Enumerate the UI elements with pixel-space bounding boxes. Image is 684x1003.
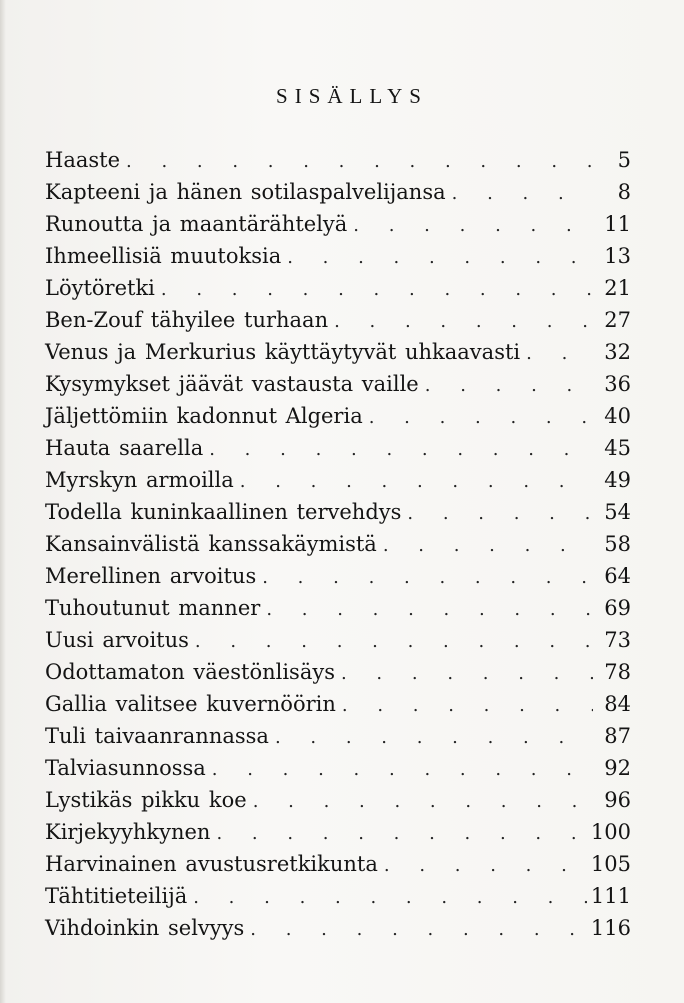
toc-entry <box>45 688 631 720</box>
toc-entry <box>45 912 631 944</box>
toc-leader-dots <box>266 594 593 626</box>
toc-leader-dots <box>275 722 593 754</box>
toc-entry <box>45 880 631 912</box>
toc-entry-page: 78 <box>604 660 631 684</box>
toc-entry-title: Myrskyn armoilla <box>45 468 234 492</box>
toc-entry-title: Tuhoutunut manner <box>45 596 261 620</box>
toc-entry-title: Kapteeni ja hänen sotilaspalvelijansa <box>45 180 446 204</box>
toc-leader-dots <box>262 562 593 594</box>
toc-entry-page: 111 <box>590 884 631 908</box>
toc-leader-dots <box>250 914 587 946</box>
toc-leader-dots <box>216 818 586 850</box>
toc-entry-title: Kysymykset jäävät vastausta vaille <box>45 372 419 396</box>
toc-entry-title: Haaste <box>45 148 120 172</box>
toc-entry <box>45 560 631 592</box>
toc-entry-title: Merellinen arvoitus <box>45 564 257 588</box>
contents-heading: SISÄLLYS <box>276 84 428 108</box>
toc-entry <box>45 624 631 656</box>
toc-entry <box>45 720 631 752</box>
toc-entry-title: Löytöretki <box>45 276 155 300</box>
toc-entry-page: 8 <box>617 180 631 204</box>
toc-entry-page: 32 <box>604 340 631 364</box>
toc-leader-dots <box>126 146 593 178</box>
toc-leader-dots <box>195 626 593 658</box>
toc-entry-title: Todella kuninkaallinen tervehdys <box>45 500 402 524</box>
toc-leader-dots <box>341 658 593 690</box>
toc-entry <box>45 496 631 528</box>
toc-entry-page: 87 <box>604 724 631 748</box>
page-edge-shadow <box>0 0 6 1003</box>
toc-entry <box>45 432 631 464</box>
toc-leader-dots <box>209 434 593 466</box>
toc-leader-dots <box>407 498 593 530</box>
toc-entry <box>45 208 631 240</box>
toc-leader-dots <box>334 306 593 338</box>
toc-entry-page: 105 <box>590 852 631 876</box>
toc-entry <box>45 176 631 208</box>
toc-entry-page: 45 <box>604 436 631 460</box>
toc-entry-title: Lystikäs pikku koe <box>45 788 247 812</box>
toc-entry <box>45 752 631 784</box>
toc-leader-dots <box>425 370 593 402</box>
toc-entry-page: 64 <box>604 564 631 588</box>
toc-entry <box>45 848 631 880</box>
toc-entry-page: 11 <box>604 212 631 236</box>
toc-leader-dots <box>384 850 587 882</box>
toc-leader-dots <box>161 274 593 306</box>
toc-entry-page: 100 <box>590 820 631 844</box>
toc-entry <box>45 336 631 368</box>
toc-entry-page: 36 <box>604 372 631 396</box>
toc-entry-page: 49 <box>604 468 631 492</box>
toc-entry-title: Hauta saarella <box>45 436 204 460</box>
toc-entry-title: Venus ja Merkurius käyttäytyvät uhkaavasti <box>45 340 521 364</box>
toc-entry-title: Runoutta ja maantärähtelyä <box>45 212 348 236</box>
toc-entry-title: Vihdoinkin selvyys <box>45 916 245 940</box>
toc-entry <box>45 656 631 688</box>
toc-entry-page: 13 <box>604 244 631 268</box>
toc-entry-title: Odottamaton väestönlisäys <box>45 660 335 684</box>
toc-entry-page: 92 <box>604 756 631 780</box>
toc-entry-page: 69 <box>604 596 631 620</box>
toc-entry-page: 84 <box>604 692 631 716</box>
toc-leader-dots <box>287 242 593 274</box>
toc-entry-title: Ihmeellisiä muutoksia <box>45 244 282 268</box>
toc-entry <box>45 368 631 400</box>
toc-entry-title: Jäljettömiin kadonnut Algeria <box>45 404 363 428</box>
toc-entry-page: 5 <box>617 148 631 172</box>
toc-entry-title: Tuli taivaanrannassa <box>45 724 269 748</box>
toc-leader-dots <box>369 402 593 434</box>
toc-entry-title: Kansainvälistä kanssakäymistä <box>45 532 377 556</box>
toc-entry-page: 40 <box>604 404 631 428</box>
toc-entry <box>45 784 631 816</box>
toc-entry <box>45 304 631 336</box>
table-of-contents <box>45 144 631 944</box>
toc-entry-page: 54 <box>604 500 631 524</box>
toc-entry <box>45 400 631 432</box>
toc-leader-dots <box>383 530 593 562</box>
toc-entry <box>45 816 631 848</box>
toc-leader-dots <box>526 338 593 370</box>
toc-entry-title: Tähtitieteilijä <box>45 884 188 908</box>
toc-leader-dots <box>193 882 587 914</box>
toc-entry-page: 27 <box>604 308 631 332</box>
toc-entry-title: Gallia valitsee kuvernöörin <box>45 692 336 716</box>
toc-entry-page: 58 <box>604 532 631 556</box>
toc-leader-dots <box>342 690 593 722</box>
toc-entry-title: Uusi arvoitus <box>45 628 189 652</box>
toc-entry-title: Ben-Zouf tähyilee turhaan <box>45 308 329 332</box>
toc-entry <box>45 528 631 560</box>
toc-entry-title: Kirjekyyhkynen <box>45 820 211 844</box>
toc-entry-title: Harvinainen avustusretkikunta <box>45 852 378 876</box>
toc-entry <box>45 272 631 304</box>
toc-entry <box>45 464 631 496</box>
toc-entry <box>45 240 631 272</box>
toc-leader-dots <box>353 210 593 242</box>
toc-entry-page: 96 <box>604 788 631 812</box>
toc-leader-dots <box>240 466 593 498</box>
toc-entry <box>45 144 631 176</box>
toc-entry-title: Talviasunnossa <box>45 756 206 780</box>
toc-entry-page: 21 <box>604 276 631 300</box>
toc-entry-page: 116 <box>590 916 631 940</box>
toc-leader-dots <box>452 178 593 210</box>
toc-entry-page: 73 <box>604 628 631 652</box>
toc-leader-dots <box>212 754 593 786</box>
toc-leader-dots <box>253 786 593 818</box>
toc-entry <box>45 592 631 624</box>
